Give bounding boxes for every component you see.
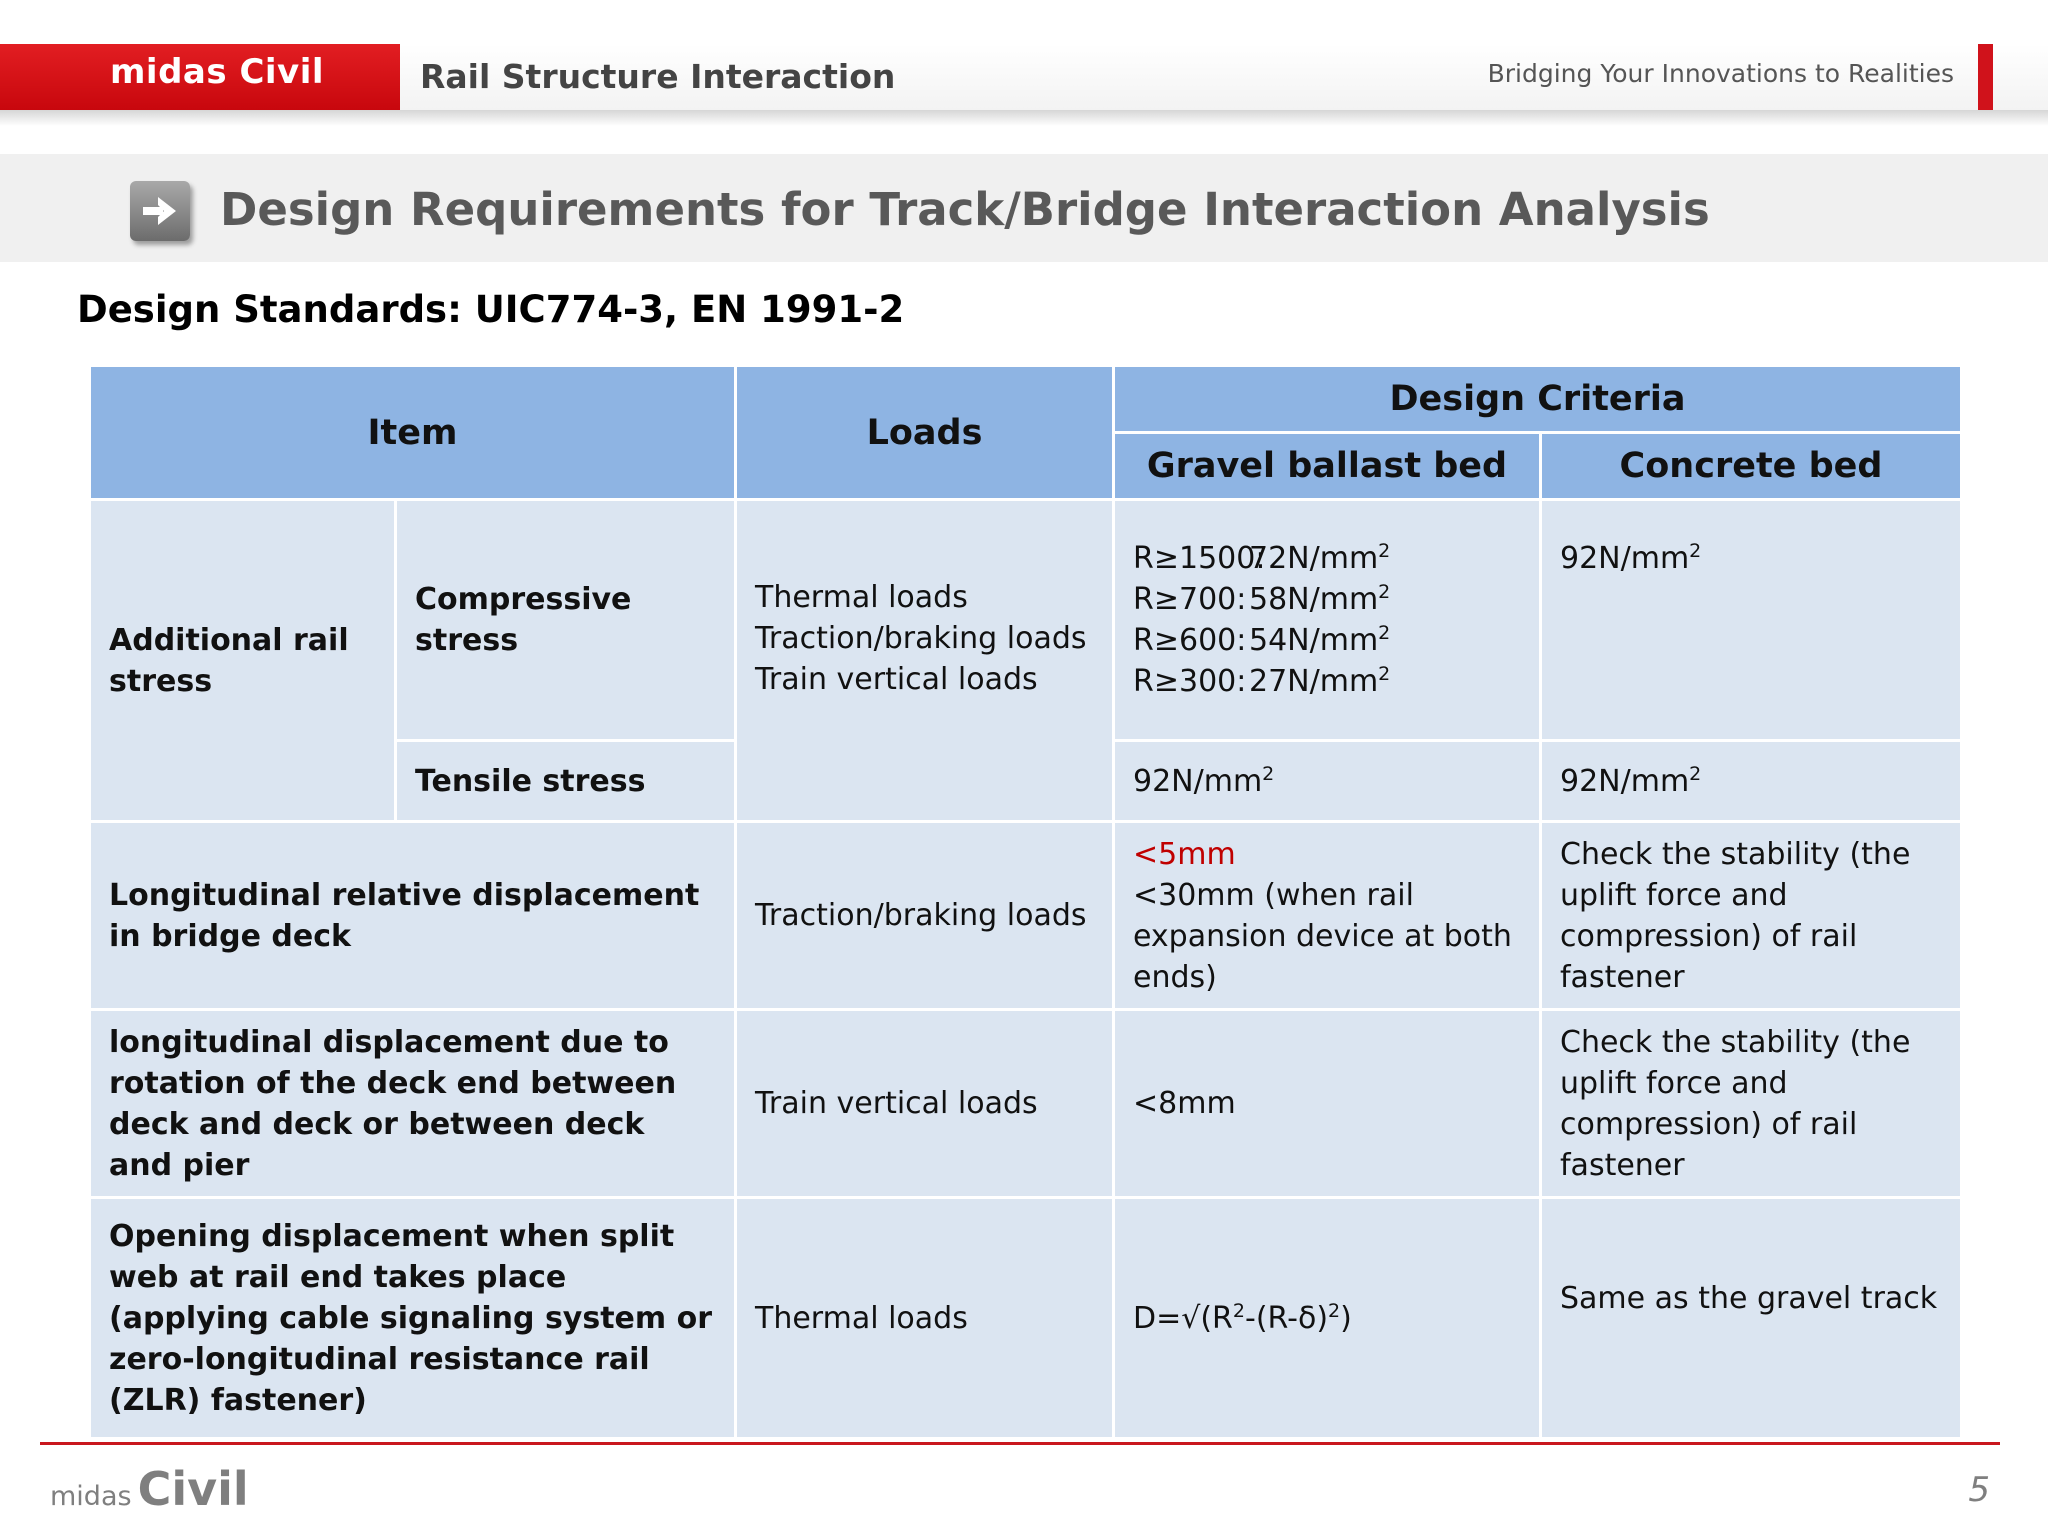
- table-row: [90, 1198, 1962, 1439]
- item-opening-displacement: Opening displacement when split web at rail end takes place (applying cable signaling system or zero-longitudinal resistance rail (ZLR) fastener): [90, 1198, 736, 1439]
- arrow-right-icon: [130, 181, 190, 241]
- load-line: Train vertical loads: [755, 662, 1038, 697]
- item-label: Additional rail stress: [109, 622, 349, 699]
- tagline: Bridging Your Innovations to Realities: [1487, 59, 1954, 88]
- concrete-longitudinal-criteria: Check the stability (the uplift force and compression) of rail fastener: [1541, 822, 1962, 1010]
- item-rotation-displacement: longitudinal displacement due to rotation of the deck end between deck and deck or between deck and pier: [90, 1010, 736, 1198]
- footer-logo-civil: Civil: [137, 1462, 249, 1516]
- table-row: [90, 1010, 1962, 1198]
- footer-logo-midas: midas: [50, 1481, 132, 1512]
- criteria-note: <30mm (when rail expansion device at both ends): [1133, 877, 1512, 995]
- criteria-line: $R\ge 1500:72N/mm^2$: [1133, 540, 1391, 576]
- loads-cell: Train vertical loads: [736, 1010, 1114, 1198]
- design-standards-heading: Design Standards: UIC774-3, EN 1991-2: [77, 288, 905, 331]
- footer-divider: [40, 1442, 2000, 1445]
- header-shadow: [0, 110, 2048, 126]
- item-additional-rail-stress: [90, 500, 396, 822]
- header-design-criteria: Design Criteria: [1114, 366, 1962, 433]
- header-loads: Loads: [736, 366, 1114, 500]
- loads-cell: Traction/braking loads: [736, 822, 1114, 1010]
- subitem-tensile-stress: Tensile stress: [396, 741, 736, 822]
- header-item: Item: [90, 366, 736, 500]
- concrete-compressive-criteria: $92N/mm^2$: [1541, 500, 1962, 741]
- concrete-rotation-criteria: Check the stability (the uplift force and compression) of rail fastener: [1541, 1010, 1962, 1198]
- table-row: [90, 822, 1962, 1010]
- page-title: Design Requirements for Track/Bridge Interaction Analysis: [220, 183, 1710, 236]
- header-concrete-bed: Concrete bed: [1541, 433, 1962, 500]
- concrete-tensile-criteria: $92N/mm^2$: [1541, 741, 1962, 822]
- gravel-longitudinal-criteria: [1114, 822, 1541, 1010]
- concrete-opening-criteria: Same as the gravel track: [1541, 1198, 1962, 1439]
- header-accent-bar: [1978, 44, 1993, 110]
- load-line: Traction/braking loads: [755, 621, 1087, 656]
- criteria-limit: <5mm: [1133, 836, 1236, 872]
- loads-cell: Thermal loads: [736, 1198, 1114, 1439]
- criteria-line: $R\ge 300:27N/mm^2$: [1133, 663, 1391, 699]
- footer-logo: [50, 1462, 249, 1516]
- page-number: 5: [1968, 1470, 1990, 1510]
- loads-cell: [736, 500, 1114, 822]
- table-row: [90, 500, 1962, 741]
- gravel-tensile-criteria: $92N/mm^2$: [1114, 741, 1541, 822]
- header-gravel-ballast-bed: Gravel ballast bed: [1114, 433, 1541, 500]
- gravel-compressive-criteria: [1114, 500, 1541, 741]
- gravel-opening-criteria: $D=√(R^2-(R-\delta)^2)$: [1114, 1198, 1541, 1439]
- criteria-line: $R\ge 600:54N/mm^2$: [1133, 622, 1391, 658]
- gravel-rotation-criteria: <8mm: [1114, 1010, 1541, 1198]
- subitem-compressive-stress: Compressive stress: [396, 500, 736, 741]
- brand-logo: midas Civil: [110, 52, 325, 92]
- app-title: Rail Structure Interaction: [420, 57, 896, 96]
- item-longitudinal-relative-displacement: Longitudinal relative displacement in bridge deck: [90, 822, 736, 1010]
- design-requirements-table: [88, 364, 1963, 1440]
- criteria-line: $R\ge 700:58N/mm^2$: [1133, 581, 1391, 617]
- load-line: Thermal loads: [755, 580, 968, 615]
